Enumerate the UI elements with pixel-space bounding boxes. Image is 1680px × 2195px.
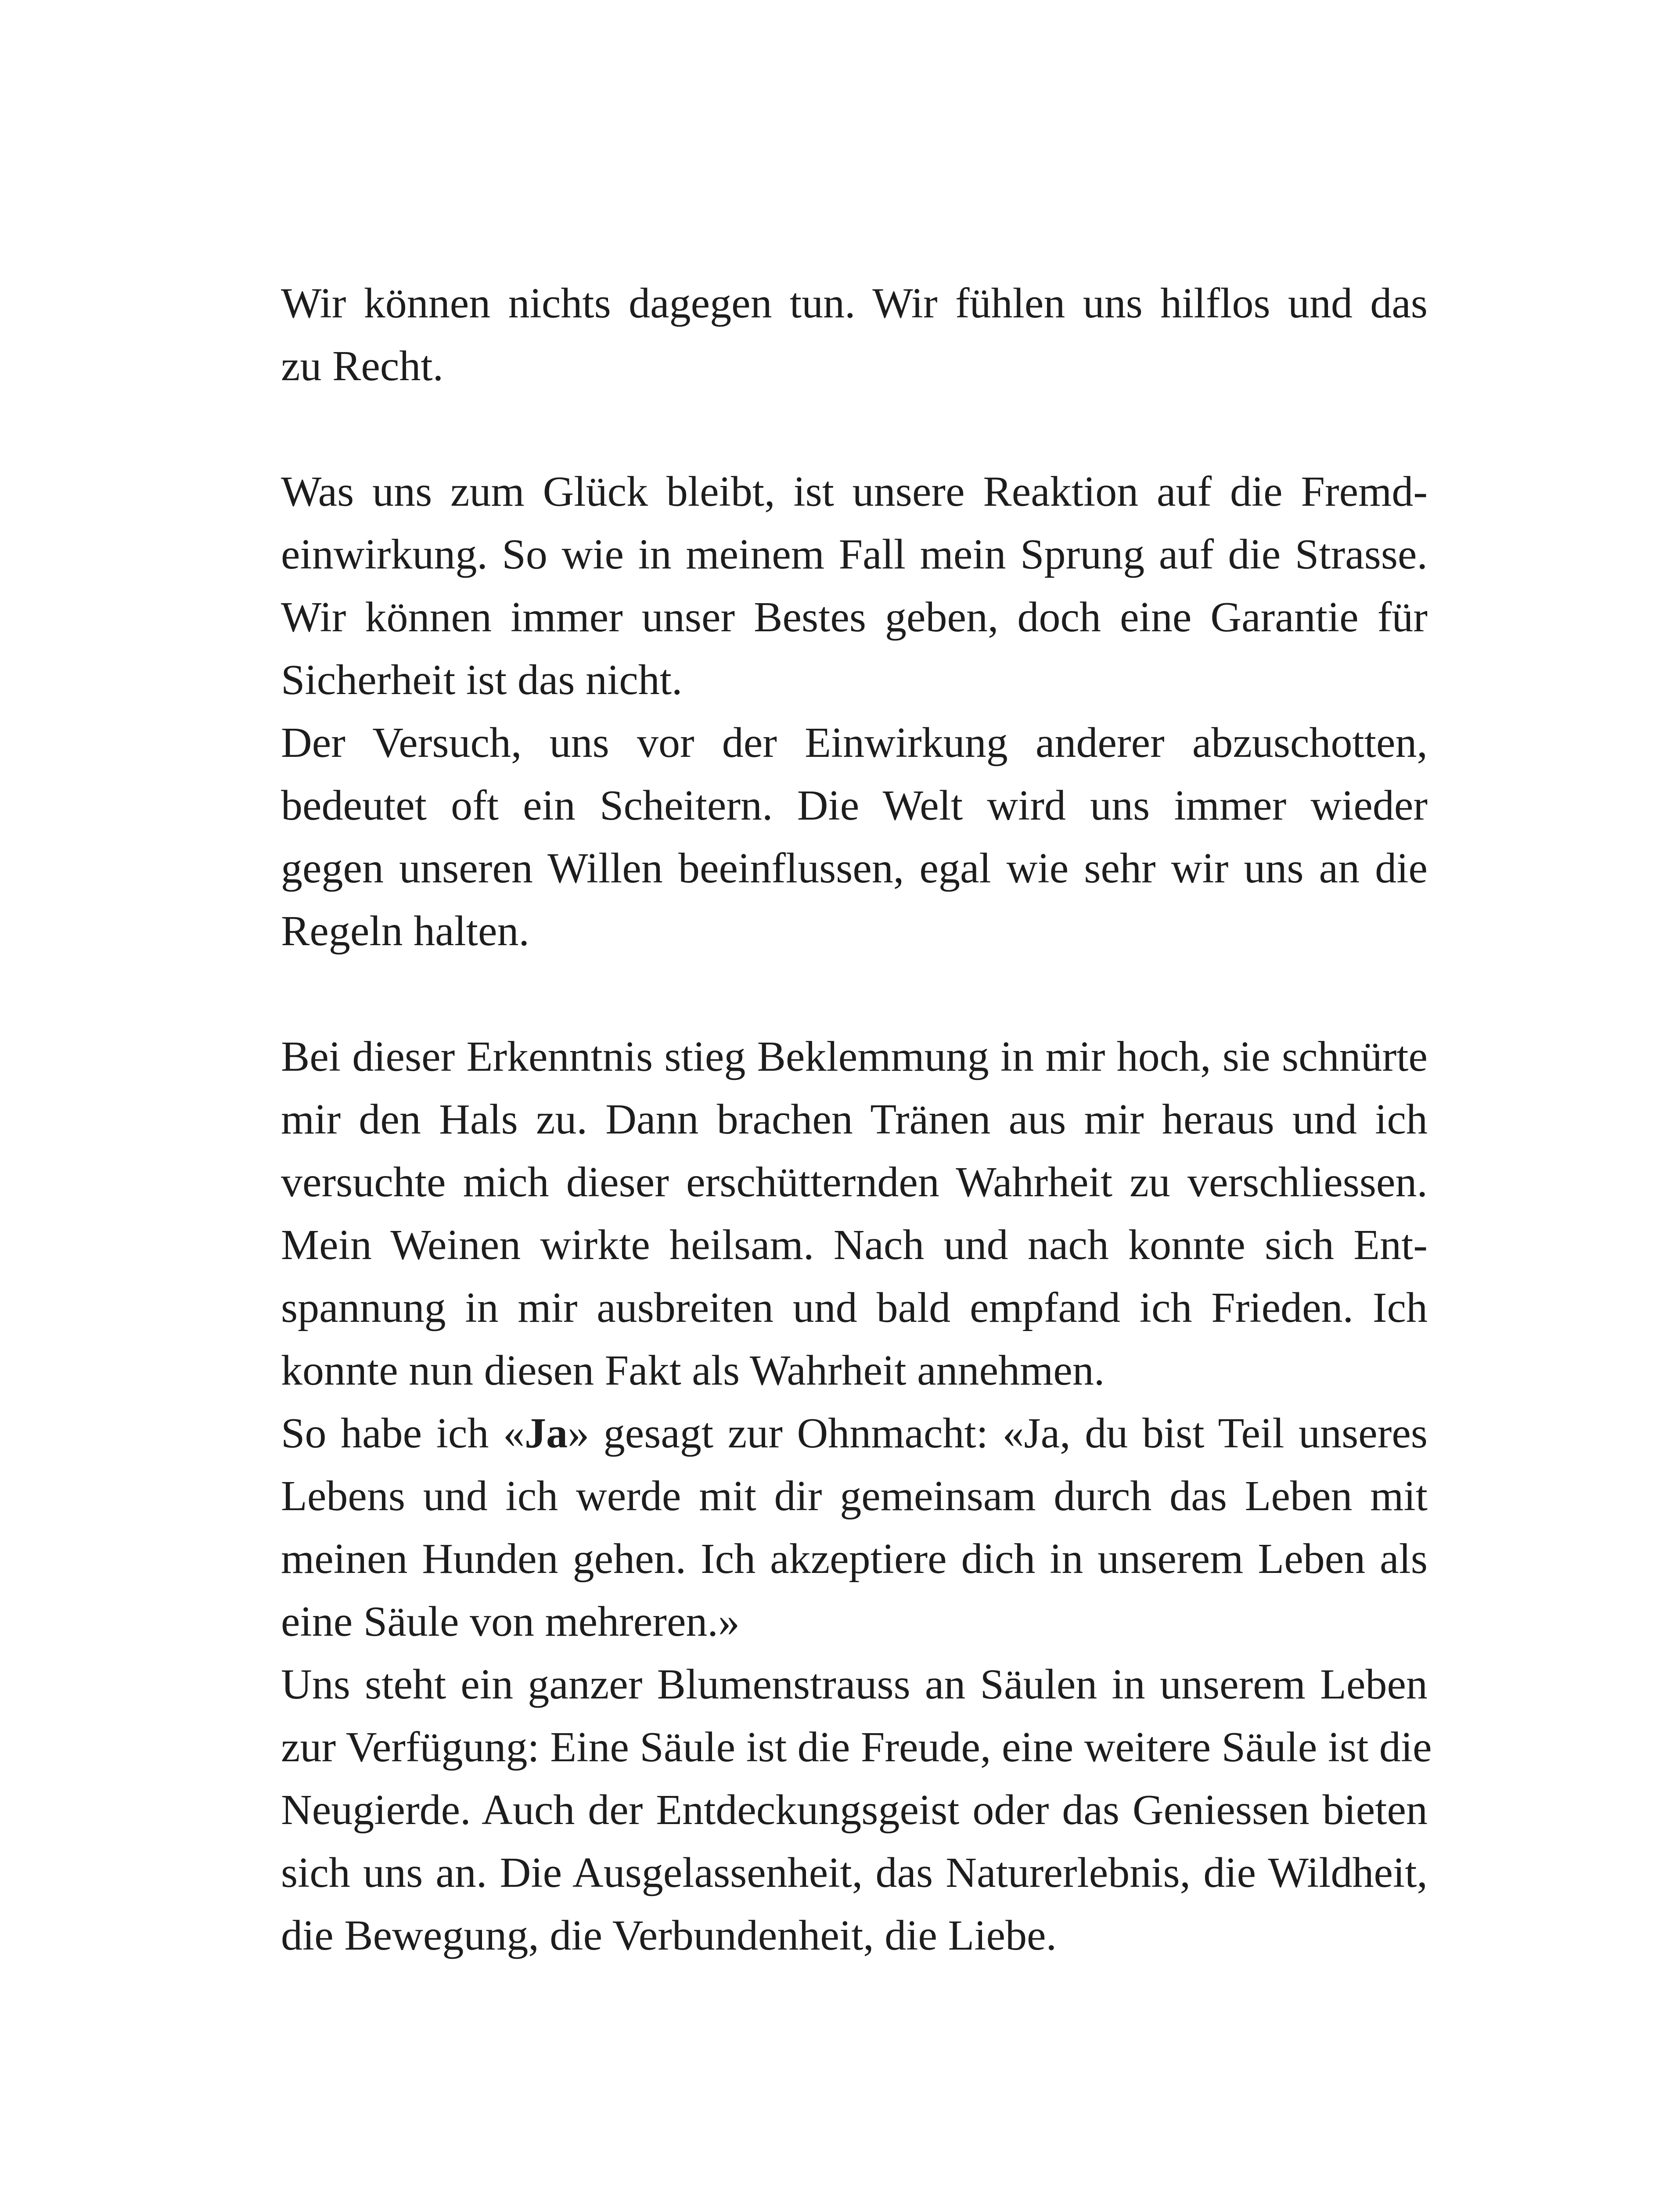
text-line — [281, 1402, 1428, 1465]
text-line: gegen unseren Willen beeinflussen, egal wie sehr wir uns an die — [281, 845, 1428, 892]
text-line: Der Versuch, uns vor der Einwirkung anderer abzuschotten, — [281, 719, 1428, 766]
text-line: mir den Hals zu. Dann brachen Tränen aus mir heraus und ich — [281, 1096, 1428, 1143]
paragraph — [281, 1402, 1428, 1653]
body-text — [281, 272, 1432, 1967]
paragraph — [281, 1026, 1428, 1402]
text-line: Regeln halten. — [281, 907, 530, 955]
text-line: Lebens und ich werde mit dir gemeinsam durch das Leben mit — [281, 1472, 1428, 1520]
text-line: zur Verfügung: Eine Säule ist die Freude, eine weitere Säule ist die — [281, 1724, 1432, 1771]
text-line: konnte nun diesen Fakt als Wahrheit annehmen. — [281, 1347, 1105, 1394]
paragraph — [281, 272, 1428, 398]
paragraph — [281, 1653, 1432, 1967]
text-line: meinen Hunden gehen. Ich akzeptiere dich in unserem Leben als — [281, 1535, 1428, 1583]
text-line: Wir können immer unser Bestes geben, doch eine Garantie für — [281, 594, 1428, 641]
text-line: Neugierde. Auch der Entdeckungsgeist oder das Geniessen bieten — [281, 1786, 1428, 1834]
text-line: Sicherheit ist das nicht. — [281, 656, 683, 704]
text-line: zu Recht. — [281, 342, 444, 390]
paragraph-gap — [281, 963, 1428, 1026]
text-line: Mein Weinen wirkte heilsam. Nach und nach konnte sich Ent- — [281, 1221, 1428, 1269]
text-line: Was uns zum Glück bleibt, ist unsere Reaktion auf die Fremd- — [281, 468, 1428, 515]
paragraph — [281, 461, 1428, 712]
text-line: bedeutet oft ein Scheitern. Die Welt wird uns immer wieder — [281, 782, 1428, 829]
emphasized-word: Ja — [525, 1410, 568, 1457]
text-segment: » gesagt zur Ohnmacht: «Ja, du bist Teil unseres — [568, 1410, 1428, 1457]
text-line: einwirkung. So wie in meinem Fall mein Sprung auf die Strasse. — [281, 531, 1428, 578]
text-line: Bei dieser Erkenntnis stieg Beklemmung in mir hoch, sie schnürte — [281, 1033, 1428, 1080]
text-line: die Bewegung, die Verbundenheit, die Liebe. — [281, 1912, 1057, 1959]
text-segment: So habe ich « — [281, 1410, 525, 1457]
text-line: eine Säule von mehreren.» — [281, 1598, 740, 1645]
text-line: sich uns an. Die Ausgelassenheit, das Naturerlebnis, die Wildheit, — [281, 1849, 1428, 1896]
text-line: Wir können nichts dagegen tun. Wir fühlen uns hilflos und das — [281, 280, 1428, 327]
paragraph — [281, 712, 1428, 963]
text-line: versuchte mich dieser erschütternden Wahrheit zu verschliessen. — [281, 1159, 1428, 1206]
text-line: Uns steht ein ganzer Blumenstrauss an Säulen in unserem Leben — [281, 1661, 1428, 1708]
text-line: spannung in mir ausbreiten und bald empfand ich Frieden. Ich — [281, 1284, 1428, 1331]
paragraph-gap — [281, 398, 1428, 461]
